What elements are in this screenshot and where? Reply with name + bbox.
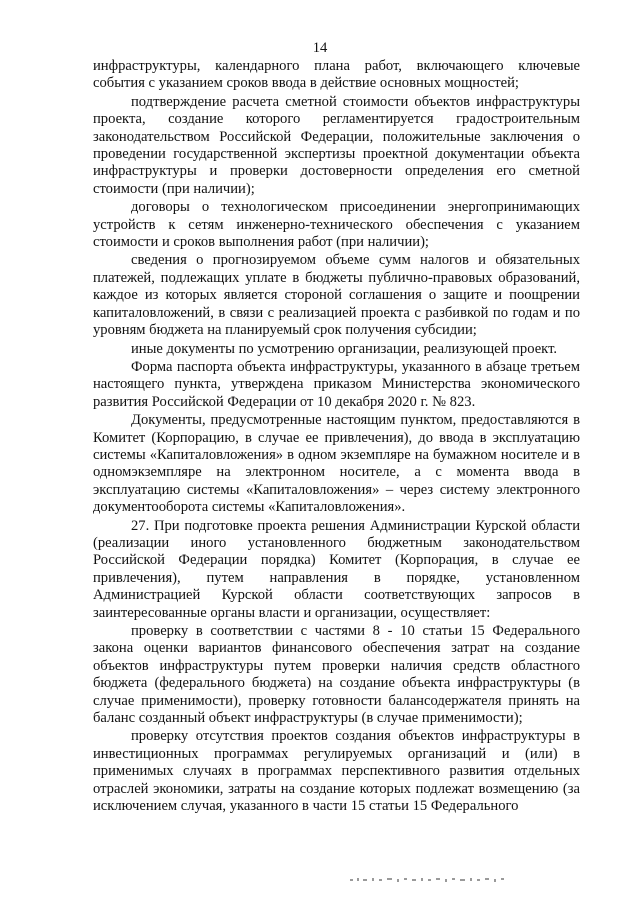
- page-number: 14: [312, 40, 328, 56]
- paragraph: 27. При подготовке проекта решения Администрации Курской области (реализации иного установленного бюджетным законодательством Российской Федерации порядка) Комитет (Корпорация, в случае ее привлечения), путем направления в порядке, установленном Администрацией Курской области соответствующих запросов в заинтересованные органы власти и организации, осуществляет:: [93, 517, 580, 621]
- document-body: [93, 58, 580, 815]
- scan-artifact: [350, 876, 510, 884]
- paragraph: договоры о технологическом присоединении энергопринимающих устройств к сетям инженерно-технического обеспечения с указанием стоимости и сроков выполнения работ (при наличии);: [93, 199, 580, 251]
- paragraph: инфраструктуры, календарного плана работ, включающего ключевые события с указанием сроков ввода в действие основных мощностей;: [93, 58, 580, 92]
- paragraph: подтверждение расчета сметной стоимости объектов инфраструктуры проекта, создание которого регламентируется градостроительным законодательством Российской Федерации, положительные заключения о проведении государственной экспертизы проектной документации объекта инфраструктуры и проверки достоверности определения его сметной стоимости (при наличии);: [93, 93, 580, 197]
- paragraph: Форма паспорта объекта инфраструктуры, указанного в абзаце третьем настоящего пункта, утверждена приказом Министерства экономического развития Российской Федерации от 10 декабря 2020 г. № 823.: [93, 358, 580, 410]
- paragraph: проверку отсутствия проектов создания объектов инфраструктуры в инвестиционных программах регулируемых организаций и (или) в применимых случаях в программах перспективного развития отдельных отраслей экономики, затраты на создание которых подлежат возмещению (за исключением случая, указанного в части 15 статьи 15 Федерального: [93, 728, 580, 815]
- paragraph: сведения о прогнозируемом объеме сумм налогов и обязательных платежей, подлежащих уплате в бюджеты публично-правовых образований, каждое из которых является стороной соглашения о защите и поощрении капиталовложений, в связи с реализацией проекта с разбивкой по годам и по уровням бюджета на планируемый срок получения субсидии;: [93, 252, 580, 339]
- paragraph: иные документы по усмотрению организации, реализующей проект.: [131, 340, 557, 357]
- paragraph: проверку в соответствии с частями 8 - 10 статьи 15 Федерального закона оценки вариантов финансового обеспечения затрат на создание объектов инфраструктуры путем проверки наличия средств областного бюджета (федерального бюджета) на создание объекта инфраструктуры (в случае применимости), проверку готовности балансодержателя принять на баланс созданный объект инфраструктуры (в случае применимости);: [93, 623, 580, 727]
- paragraph: Документы, предусмотренные настоящим пунктом, предоставляются в Комитет (Корпорацию, в случае ее привлечения), до ввода в эксплуатацию системы «Капиталовложения» в одном экземпляре на бумажном носителе и в одномэкземпляре на электронном носителе, а с момента ввода в эксплуатацию системы «Капиталовложения» – через систему электронного документооборота системы «Капиталовложения».: [93, 412, 580, 516]
